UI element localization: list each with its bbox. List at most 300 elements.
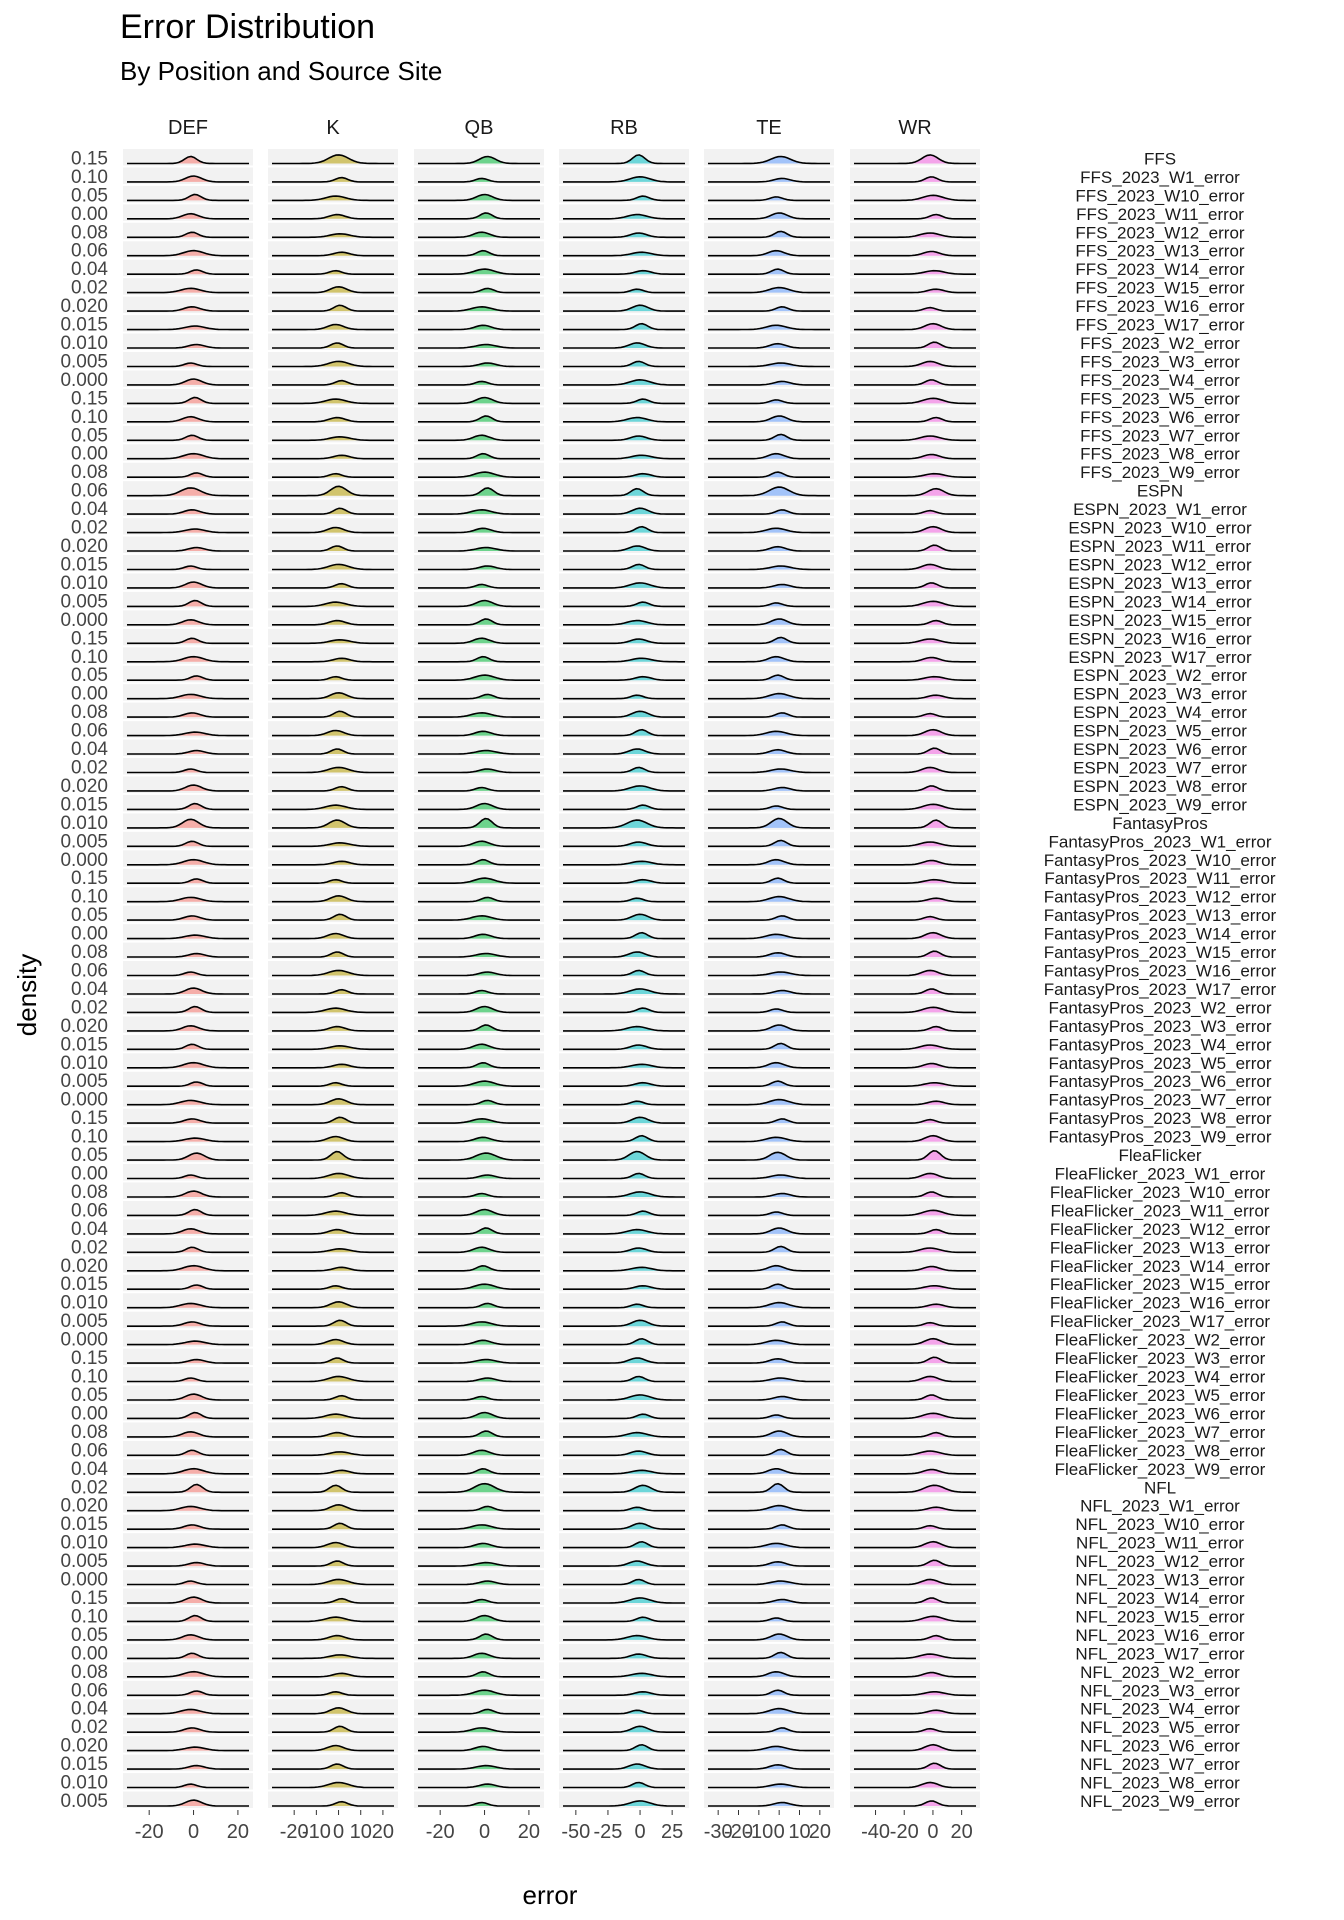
density-panel — [559, 1386, 689, 1402]
row-facet-label: ESPN_2023_W13_error — [1068, 573, 1252, 593]
density-panel — [268, 167, 398, 183]
density-panel — [268, 1533, 398, 1549]
density-panel — [850, 1367, 980, 1383]
density-panel — [268, 555, 398, 571]
density-panel — [559, 555, 689, 571]
density-panel — [123, 1404, 253, 1420]
density-panel — [704, 703, 834, 719]
density-panel — [414, 334, 544, 350]
density-panel — [123, 1016, 253, 1032]
row-facet-label: FleaFlicker_2023_W15_error — [1049, 1275, 1271, 1295]
row-facet-label: NFL_2023_W13_error — [1075, 1570, 1245, 1590]
density-panel — [850, 223, 980, 239]
density-panel — [268, 186, 398, 202]
density-panel — [414, 1386, 544, 1402]
density-panel — [414, 223, 544, 239]
density-panel — [704, 1736, 834, 1752]
density-panel — [268, 758, 398, 774]
density-panel — [850, 1533, 980, 1549]
density-panel — [123, 813, 253, 829]
y-tick-label: 0.15 — [71, 628, 108, 650]
row-facet-label: FantasyPros_2023_W8_error — [1048, 1109, 1272, 1129]
density-panel — [704, 1404, 834, 1420]
row-facet-label: FleaFlicker_2023_W4_error — [1054, 1367, 1266, 1387]
density-panel — [704, 204, 834, 220]
density-panel — [268, 315, 398, 331]
density-panel — [850, 1238, 980, 1254]
density-panel — [559, 149, 689, 165]
density-panel — [850, 297, 980, 313]
x-axis-label: error — [522, 1880, 578, 1910]
row-facet-label: ESPN_2023_W17_error — [1068, 647, 1252, 667]
density-panel — [268, 1035, 398, 1051]
density-panel — [704, 1496, 834, 1512]
row-facet-label: FFS_2023_W14_error — [1075, 260, 1245, 280]
density-panel — [559, 850, 689, 866]
density-panel — [559, 666, 689, 682]
density-panel — [850, 740, 980, 756]
density-panel — [559, 1533, 689, 1549]
density-panel — [850, 1127, 980, 1143]
x-tick-label: -20 — [425, 1821, 455, 1843]
density-panel — [414, 537, 544, 553]
density-panel — [850, 1349, 980, 1365]
density-panel — [268, 813, 398, 829]
density-panel — [559, 1589, 689, 1605]
row-facet-label: FFS_2023_W6_error — [1080, 407, 1240, 427]
x-tick-label: 20 — [950, 1821, 973, 1843]
density-panel — [268, 1238, 398, 1254]
x-tick-label: -10 — [301, 1821, 331, 1843]
density-panel — [704, 1109, 834, 1125]
density-panel — [123, 629, 253, 645]
y-tick-label: 0.010 — [60, 812, 108, 834]
y-tick-label: 0.06 — [71, 1440, 108, 1462]
density-panel — [850, 869, 980, 885]
density-panel — [123, 887, 253, 903]
density-panel — [123, 1792, 253, 1808]
density-panel — [123, 260, 253, 276]
density-panel — [850, 463, 980, 479]
density-panel — [414, 1681, 544, 1697]
density-panel — [414, 924, 544, 940]
x-tick-label: -30 — [703, 1821, 733, 1843]
density-panel — [850, 684, 980, 700]
y-tick-label: 0.005 — [60, 1071, 108, 1093]
row-facet-label: NFL_2023_W14_error — [1075, 1588, 1245, 1608]
density-panel — [414, 1330, 544, 1346]
density-panel — [704, 1127, 834, 1143]
y-tick-label: 0.020 — [60, 1015, 108, 1037]
x-tick-label: 20 — [226, 1821, 250, 1843]
row-facet-label: FantasyPros_2023_W5_error — [1048, 1053, 1272, 1073]
row-facet-label: FleaFlicker_2023_W10_error — [1049, 1182, 1271, 1202]
y-tick-label: 0.00 — [71, 923, 108, 945]
density-panel — [268, 869, 398, 885]
density-panel — [123, 1293, 253, 1309]
x-tick-label: -20 — [889, 1821, 919, 1843]
density-panel — [414, 463, 544, 479]
density-panel — [123, 1533, 253, 1549]
density-panel — [123, 1478, 253, 1494]
density-panel — [414, 1016, 544, 1032]
row-facet-label: FleaFlicker_2023_W12_error — [1049, 1219, 1271, 1239]
density-panel — [704, 1644, 834, 1660]
density-panel — [850, 943, 980, 959]
density-panel — [559, 1459, 689, 1475]
density-panel — [268, 1441, 398, 1457]
density-panel — [850, 1035, 980, 1051]
density-panel — [559, 1219, 689, 1235]
density-panel — [850, 887, 980, 903]
y-tick-label: 0.06 — [71, 480, 108, 502]
density-panel — [704, 813, 834, 829]
density-panel — [268, 1016, 398, 1032]
y-tick-label: 0.000 — [60, 609, 108, 631]
density-panel — [268, 832, 398, 848]
y-tick-label: 0.06 — [71, 1680, 108, 1702]
row-facet-label: NFL_2023_W7_error — [1080, 1755, 1240, 1775]
y-tick-label: 0.015 — [60, 1754, 108, 1776]
y-tick-label: 0.005 — [60, 1311, 108, 1333]
density-panel — [414, 1644, 544, 1660]
density-panel — [414, 1367, 544, 1383]
density-panel — [123, 1773, 253, 1789]
y-tick-label: 0.00 — [71, 683, 108, 705]
density-panel — [704, 1570, 834, 1586]
density-panel — [268, 666, 398, 682]
density-panel — [414, 370, 544, 386]
y-tick-label: 0.015 — [60, 554, 108, 576]
density-panel — [559, 407, 689, 423]
y-axis-label: density — [12, 953, 42, 1037]
density-panel — [414, 1589, 544, 1605]
density-panel — [123, 1090, 253, 1106]
density-panel — [850, 1662, 980, 1678]
density-panel — [123, 463, 253, 479]
density-panel — [414, 1256, 544, 1272]
row-facet-label: FantasyPros_2023_W13_error — [1043, 906, 1277, 926]
density-panel — [704, 776, 834, 792]
y-tick-label: 0.04 — [71, 499, 108, 521]
row-facet-label: ESPN_2023_W15_error — [1068, 610, 1252, 630]
y-tick-label: 0.005 — [60, 591, 108, 613]
density-panel — [123, 334, 253, 350]
density-panel — [414, 1127, 544, 1143]
row-facet-label: FFS_2023_W13_error — [1075, 241, 1245, 261]
density-panel — [414, 518, 544, 534]
density-panel — [850, 241, 980, 257]
density-panel — [268, 1164, 398, 1180]
density-panel — [850, 1625, 980, 1641]
density-panel — [123, 758, 253, 774]
density-panel — [268, 297, 398, 313]
density-panel — [268, 980, 398, 996]
facet-label-qb: QB — [464, 117, 494, 139]
row-facet-label: NFL_2023_W10_error — [1075, 1515, 1245, 1535]
density-panel — [559, 1422, 689, 1438]
density-panel — [704, 740, 834, 756]
density-panel — [123, 1755, 253, 1771]
density-panel — [704, 684, 834, 700]
density-panel — [268, 610, 398, 626]
density-panel — [850, 1644, 980, 1660]
density-panel — [414, 573, 544, 589]
density-panel — [704, 610, 834, 626]
chart-subtitle: By Position and Source Site — [120, 56, 443, 86]
density-panel — [123, 906, 253, 922]
density-panel — [268, 1773, 398, 1789]
density-panel — [123, 1146, 253, 1162]
density-panel — [704, 1607, 834, 1623]
density-panel — [704, 186, 834, 202]
density-panel — [414, 943, 544, 959]
density-panel — [704, 352, 834, 368]
density-panel — [559, 1053, 689, 1069]
density-panel — [123, 1109, 253, 1125]
density-panel — [123, 186, 253, 202]
density-panel — [559, 1570, 689, 1586]
density-panel — [268, 1219, 398, 1235]
density-panel — [559, 1109, 689, 1125]
y-tick-label: 0.000 — [60, 1329, 108, 1351]
row-facet-label: FleaFlicker — [1118, 1146, 1202, 1166]
density-panel — [268, 204, 398, 220]
density-panel — [414, 1219, 544, 1235]
density-panel — [704, 850, 834, 866]
density-panel — [850, 1330, 980, 1346]
row-facet-label: FFS_2023_W1_error — [1080, 167, 1240, 187]
density-panel — [850, 1072, 980, 1088]
density-panel — [414, 795, 544, 811]
row-facet-label: NFL_2023_W11_error — [1076, 1533, 1244, 1553]
density-panel — [414, 647, 544, 663]
density-panel — [704, 241, 834, 257]
row-facet-label: FantasyPros_2023_W15_error — [1043, 943, 1277, 963]
y-tick-label: 0.02 — [71, 757, 108, 779]
density-panel — [123, 1644, 253, 1660]
density-panel — [123, 666, 253, 682]
x-tick-label: 25 — [661, 1821, 684, 1843]
density-panel — [414, 149, 544, 165]
density-panel — [559, 1736, 689, 1752]
density-panel — [850, 998, 980, 1014]
density-panel — [704, 647, 834, 663]
density-panel — [704, 278, 834, 294]
density-panel — [268, 1736, 398, 1752]
density-panel — [850, 924, 980, 940]
density-panel — [268, 961, 398, 977]
density-panel — [559, 961, 689, 977]
density-panel — [414, 426, 544, 442]
density-panel — [850, 260, 980, 276]
density-panel — [559, 278, 689, 294]
row-facet-label: FleaFlicker_2023_W8_error — [1054, 1441, 1266, 1461]
row-facet-label: FleaFlicker_2023_W3_error — [1054, 1349, 1266, 1369]
y-tick-label: 0.10 — [71, 1606, 108, 1628]
y-tick-label: 0.06 — [71, 960, 108, 982]
y-tick-label: 0.15 — [71, 148, 108, 170]
density-panel — [850, 149, 980, 165]
y-tick-label: 0.05 — [71, 665, 108, 687]
density-panel — [704, 149, 834, 165]
density-panel — [268, 1053, 398, 1069]
density-panel — [704, 1773, 834, 1789]
density-panel — [268, 1552, 398, 1568]
density-panel — [850, 832, 980, 848]
density-panel — [559, 647, 689, 663]
y-tick-label: 0.08 — [71, 702, 108, 724]
row-facet-label: FantasyPros_2023_W6_error — [1048, 1072, 1272, 1092]
chart-title: Error Distribution — [120, 8, 376, 46]
density-panel — [559, 1035, 689, 1051]
density-panel — [559, 1662, 689, 1678]
density-panel — [704, 1330, 834, 1346]
density-panel — [414, 1607, 544, 1623]
y-tick-label: 0.05 — [71, 905, 108, 927]
density-panel — [559, 758, 689, 774]
density-panel — [414, 1312, 544, 1328]
density-panel — [704, 1256, 834, 1272]
density-panel — [559, 573, 689, 589]
density-panel — [559, 1644, 689, 1660]
density-panel — [559, 740, 689, 756]
row-facet-label: ESPN_2023_W14_error — [1068, 592, 1252, 612]
density-panel — [704, 1459, 834, 1475]
density-panel — [704, 1515, 834, 1531]
x-tick-label: 0 — [187, 1821, 200, 1843]
y-tick-label: 0.15 — [71, 1108, 108, 1130]
density-panel — [850, 1459, 980, 1475]
density-panel — [704, 592, 834, 608]
density-panel — [123, 278, 253, 294]
density-panel — [850, 555, 980, 571]
row-facet-label: FFS_2023_W11_error — [1076, 204, 1244, 224]
density-panel — [704, 167, 834, 183]
density-panel — [559, 1127, 689, 1143]
density-panel — [704, 573, 834, 589]
row-facet-label: ESPN_2023_W4_error — [1073, 703, 1247, 723]
density-panel — [559, 537, 689, 553]
x-tick-label: -10 — [744, 1821, 774, 1843]
density-panel — [850, 1496, 980, 1512]
density-panel — [704, 1090, 834, 1106]
density-panel — [850, 610, 980, 626]
density-panel — [704, 1681, 834, 1697]
density-panel — [268, 1570, 398, 1586]
density-panel — [559, 1072, 689, 1088]
row-facet-label: FantasyPros_2023_W12_error — [1043, 887, 1277, 907]
density-panel — [704, 906, 834, 922]
density-panel — [704, 1755, 834, 1771]
row-facet-label: FleaFlicker_2023_W5_error — [1054, 1385, 1266, 1405]
density-panel — [850, 1552, 980, 1568]
density-panel — [850, 1699, 980, 1715]
row-facet-label: NFL_2023_W8_error — [1080, 1773, 1240, 1793]
x-tick-label: -40 — [861, 1821, 890, 1843]
row-facet-label: FFS_2023_W17_error — [1075, 315, 1245, 335]
row-facet-label: FFS_2023_W12_error — [1075, 223, 1245, 243]
density-panel — [268, 1478, 398, 1494]
density-panel — [850, 1109, 980, 1125]
density-panel — [559, 980, 689, 996]
row-facet-label: ESPN_2023_W7_error — [1073, 758, 1247, 778]
row-facet-label: FFS_2023_W15_error — [1075, 278, 1245, 298]
density-panel — [850, 573, 980, 589]
row-facet-label: ESPN_2023_W16_error — [1068, 629, 1252, 649]
y-tick-label: 0.08 — [71, 942, 108, 964]
density-panel — [268, 1718, 398, 1734]
density-panel — [414, 1552, 544, 1568]
y-tick-label: 0.020 — [60, 1735, 108, 1757]
density-panel — [850, 1293, 980, 1309]
density-panel — [559, 315, 689, 331]
x-tick-label: -50 — [561, 1821, 591, 1843]
density-panel — [704, 1552, 834, 1568]
density-panel — [414, 1699, 544, 1715]
row-facet-label: ESPN — [1136, 481, 1184, 501]
density-panel — [704, 389, 834, 405]
density-panel — [268, 1496, 398, 1512]
density-panel — [850, 1441, 980, 1457]
density-panel — [414, 555, 544, 571]
density-panel — [123, 518, 253, 534]
density-panel — [123, 1201, 253, 1217]
density-panel — [559, 1496, 689, 1512]
row-facet-label: NFL_2023_W5_error — [1080, 1718, 1240, 1738]
density-panel — [704, 537, 834, 553]
density-panel — [414, 1625, 544, 1641]
y-tick-label: 0.08 — [71, 222, 108, 244]
facet-label-wr: WR — [898, 117, 932, 139]
density-panel — [414, 1718, 544, 1734]
density-panel — [414, 961, 544, 977]
density-panel — [850, 1016, 980, 1032]
density-panel — [850, 1164, 980, 1180]
row-facet-label: NFL_2023_W2_error — [1080, 1662, 1240, 1682]
density-panel — [268, 924, 398, 940]
density-panel — [123, 850, 253, 866]
density-panel — [123, 1589, 253, 1605]
density-panel — [850, 850, 980, 866]
density-panel — [414, 241, 544, 257]
density-panel — [559, 204, 689, 220]
x-tick-label: 0 — [773, 1821, 785, 1843]
row-facet-label: ESPN_2023_W3_error — [1073, 684, 1247, 704]
density-panel — [559, 352, 689, 368]
density-panel — [704, 518, 834, 534]
density-panel — [850, 1607, 980, 1623]
y-tick-label: 0.00 — [71, 1403, 108, 1425]
density-panel — [268, 1515, 398, 1531]
x-tick-label: 0 — [332, 1821, 345, 1843]
y-tick-label: 0.06 — [71, 240, 108, 262]
density-panel — [123, 1330, 253, 1346]
density-panel — [704, 943, 834, 959]
density-panel — [268, 334, 398, 350]
density-panel — [268, 278, 398, 294]
x-tick-label: 10 — [788, 1821, 811, 1843]
density-panel — [123, 1035, 253, 1051]
y-tick-label: 0.00 — [71, 1163, 108, 1185]
density-panel — [268, 629, 398, 645]
density-panel — [704, 1662, 834, 1678]
density-panel — [850, 1736, 980, 1752]
row-facet-label: FantasyPros_2023_W3_error — [1048, 1016, 1272, 1036]
row-facet-label: ESPN_2023_W10_error — [1068, 518, 1252, 538]
density-panel — [414, 1090, 544, 1106]
density-panel — [850, 1773, 980, 1789]
